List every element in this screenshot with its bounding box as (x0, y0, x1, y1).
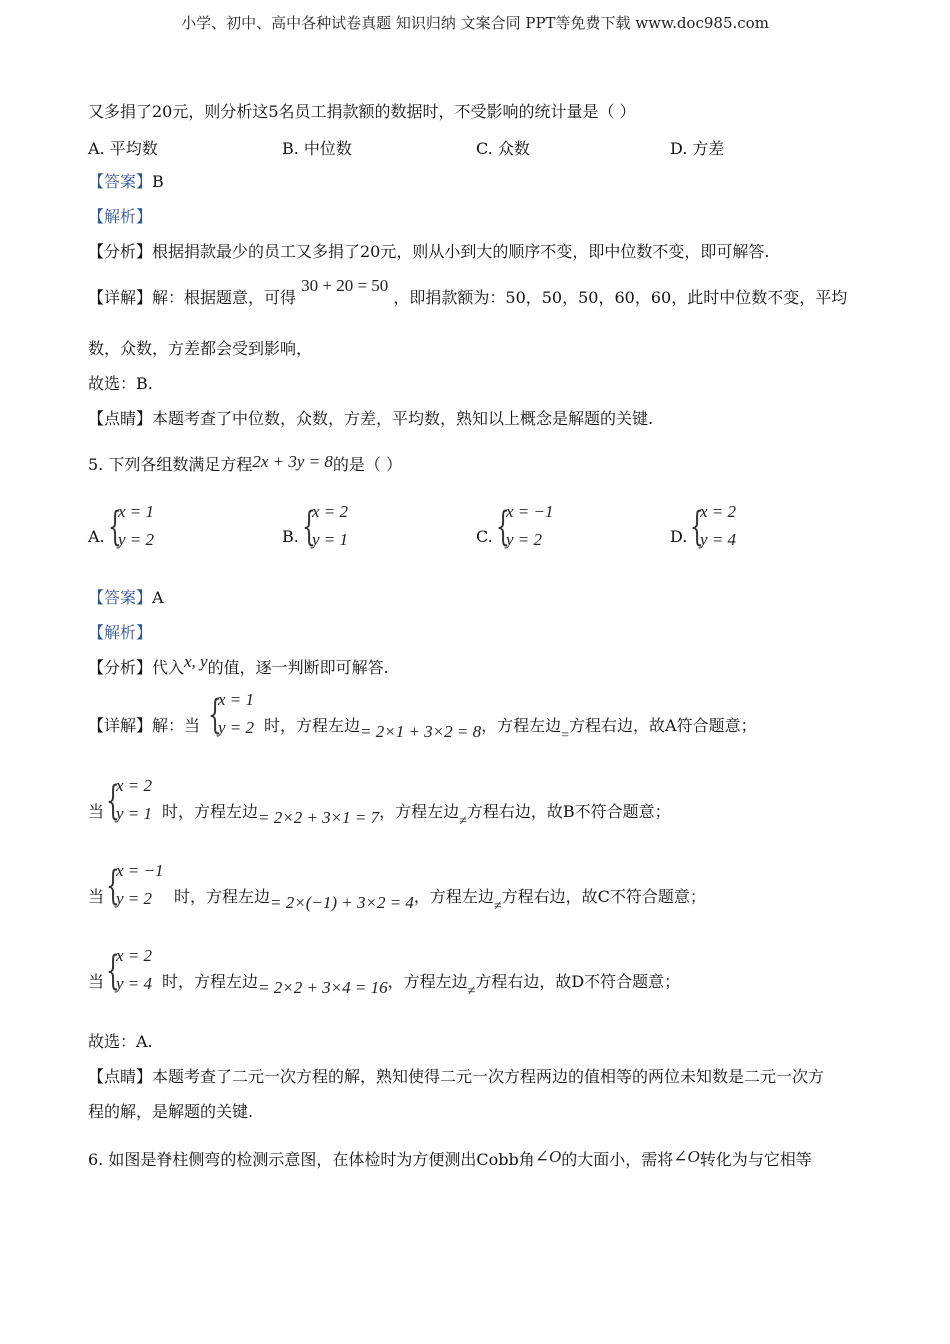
answer-value: B (152, 172, 164, 191)
q5-option-d-label: D. (670, 527, 688, 546)
system-line-1: x = 2 (700, 502, 737, 521)
detail-relation: ≠ (459, 814, 467, 829)
q5-option-a-label: A. (88, 527, 105, 546)
q5-answer (88, 587, 164, 609)
q5-choice: 故选：A. (88, 1032, 153, 1051)
system-line-1: x = −1 (116, 861, 164, 880)
detail-t2: ，方程左边 (379, 802, 460, 821)
detail-t3: 方程右边，故C不符合题意； (501, 887, 706, 906)
q4-option-c: C. 众数 (476, 139, 530, 158)
detail-t1: 时，方程左边 (264, 716, 361, 735)
detail-expr: = 2×2 + 3×1 = 7 (258, 808, 380, 827)
q4-stem-line: 又多捐了20元，则分析这5名员工捐款额的数据时，不受影响的统计量是（ ） (88, 102, 636, 121)
q4-xiangjie-line2: 数，众数，方差都会受到影响， (88, 339, 313, 358)
q5-option-c-label: C. (476, 527, 493, 546)
detail-t1: 时，方程左边 (174, 887, 271, 906)
q5-equation: 2x + 3y = 8 (252, 452, 333, 471)
detail-text (162, 971, 681, 999)
detail-t2: ，方程左边 (413, 887, 494, 906)
detail-t2: ，方程左边 (387, 972, 468, 991)
q4-answer (88, 171, 164, 193)
q4-dianjing: 【点睛】本题考查了中位数，众数，方差，平均数，熟知以上概念是解题的关键. (88, 409, 654, 428)
xiangjie-math: 30 + 20 = 50 (301, 276, 389, 295)
q6-angle-2: ∠O (673, 1147, 700, 1166)
detail-text (174, 886, 706, 914)
q5-dianjing-2: 程的解，是解题的关键. (88, 1102, 254, 1121)
brace-icon: { (208, 692, 222, 738)
fenxi-text: 【分析】代入 (88, 658, 185, 677)
detail-prefix: 当 (88, 887, 105, 906)
detail-t3: 方程右边，故B不符合题意； (466, 802, 671, 821)
detail-relation: ≠ (467, 984, 476, 999)
detail-relation: = (561, 728, 570, 743)
q4-choice: 故选：B. (88, 374, 153, 393)
brace-icon: { (106, 778, 120, 824)
brace-icon: { (108, 504, 122, 550)
detail-t3: 方程右边，故D不符合题意； (475, 972, 681, 991)
answer-tag: 【答案】 (88, 588, 153, 607)
detail-t2: ，方程左边 (481, 716, 562, 735)
detail-expr: = 2×(−1) + 3×2 = 4 (270, 893, 414, 912)
detail-text (264, 715, 757, 743)
system-line-1: x = 2 (116, 776, 153, 795)
system-line-2: y = 2 (118, 530, 155, 549)
detail-relation: ≠ (493, 899, 502, 914)
system-line-2: y = 2 (506, 530, 543, 549)
q5-stem-text-2: 的是（ ） (332, 455, 402, 474)
q5-dianjing-1: 【点睛】本题考查了二元一次方程的解，熟知使得二元一次方程两边的值相等的两位未知数是二元一次方 (88, 1067, 825, 1086)
q4-xiangjie-line1 (88, 276, 848, 309)
q6-stem-text-2: 的大面小，需将 (561, 1150, 674, 1169)
detail-expr: = 2×1 + 3×2 = 8 (360, 722, 482, 741)
answer-tag: 【答案】 (88, 172, 153, 191)
detail-t1: 时，方程左边 (162, 972, 259, 991)
system-line-1: x = 1 (118, 502, 155, 521)
system-line-2: y = 4 (116, 974, 153, 993)
q6-stem (88, 1149, 812, 1171)
system-line-1: x = −1 (506, 502, 554, 521)
brace-icon: { (106, 863, 120, 909)
brace-icon: { (496, 504, 510, 550)
q4-option-b: B. 中位数 (282, 139, 352, 158)
system-line-2: y = 1 (116, 804, 153, 823)
page-header: 小学、初中、高中各种试卷真题 知识归纳 文案合同 PPT等免费下载 www.doc985.com (181, 14, 769, 32)
system-line-2: y = 1 (312, 530, 349, 549)
xiangjie-text: 【详解】解：根据题意，可得 (88, 288, 297, 307)
system-line-1: x = 2 (116, 946, 153, 965)
detail-t3: 方程右边，故A符合题意； (569, 716, 757, 735)
system-line-1: x = 1 (218, 690, 255, 709)
system-line-1: x = 2 (312, 502, 349, 521)
q4-option-a: A. 平均数 (88, 139, 158, 158)
answer-value: A (152, 588, 164, 607)
q5-stem-text: 5. 下列各组数满足方程 (88, 455, 253, 474)
q5-option-b-label: B. (282, 527, 299, 546)
detail-expr: = 2×2 + 3×4 = 16 (258, 978, 388, 997)
xiangjie-text-2: ，即捐款额为：50，50，50，60，60，此时中位数不变，平均 (393, 288, 848, 307)
system-line-2: y = 2 (218, 718, 255, 737)
q4-analysis-tag: 【解析】 (88, 207, 153, 226)
q4-option-d: D. 方差 (670, 139, 725, 158)
q5-analysis-tag: 【解析】 (88, 623, 153, 642)
detail-prefix: 当 (88, 972, 105, 991)
q6-stem-text: 6. 如图是脊柱侧弯的检测示意图，在体检时为方便测出Cobb角 (88, 1150, 535, 1169)
detail-prefix: 当 (88, 802, 105, 821)
detail-t1: 时，方程左边 (162, 802, 259, 821)
brace-icon: { (106, 948, 120, 994)
brace-icon: { (690, 504, 704, 550)
q6-angle: ∠O (534, 1147, 562, 1166)
system-line-2: y = 4 (700, 530, 737, 549)
q4-fenxi: 【分析】根据捐款最少的员工又多捐了20元，则从小到大的顺序不变，即中位数不变，即可解答. (88, 242, 770, 261)
detail-prefix: 【详解】解：当 (88, 716, 201, 735)
fenxi-math: x, y (184, 652, 208, 671)
q5-stem (88, 454, 402, 476)
fenxi-text-2: 的值，逐一判断即可解答. (207, 658, 389, 677)
detail-text (162, 801, 671, 829)
system-line-2: y = 2 (116, 889, 153, 908)
q5-fenxi (88, 652, 389, 679)
q6-stem-text-3: 转化为与它相等 (699, 1150, 812, 1169)
brace-icon: { (302, 504, 316, 550)
